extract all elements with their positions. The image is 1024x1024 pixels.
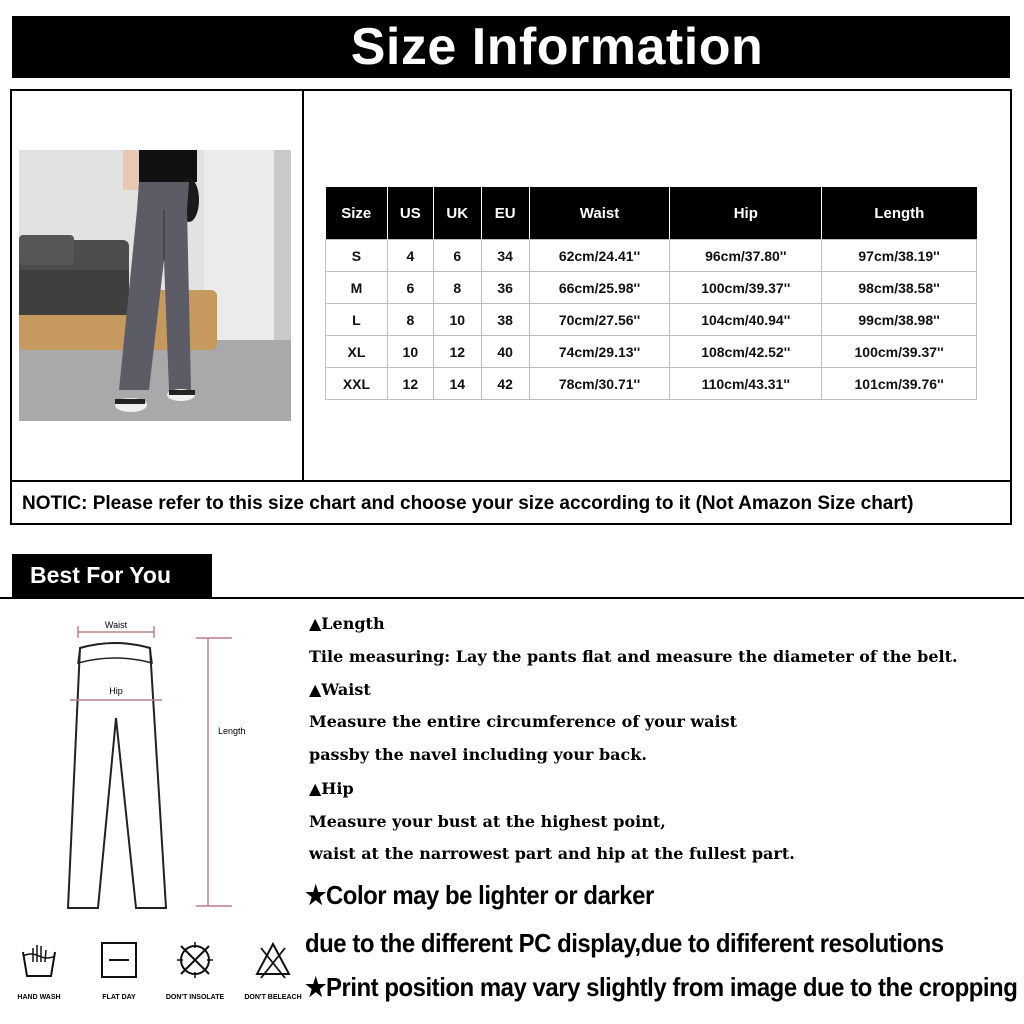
table-cell: 4: [387, 240, 433, 272]
waist-text-line1: Measure the entire circumference of your waist: [309, 712, 738, 731]
hand-wash-icon: [19, 940, 59, 980]
table-row: [326, 304, 977, 336]
table-cell: L: [326, 304, 388, 336]
frame-divider-vertical: [302, 89, 304, 482]
page-title: Size Information: [350, 18, 764, 76]
table-cell: 6: [387, 272, 433, 304]
table-cell: 97cm/38.19'': [822, 240, 977, 272]
table-cell: 6: [433, 240, 481, 272]
display-note: due to the different PC display,due to dififerent resolutions: [305, 928, 944, 958]
hip-text-line2: waist at the narrowest part and hip at the fullest part.: [309, 844, 795, 863]
table-cell: 98cm/38.58'': [822, 272, 977, 304]
waist-label: Waist: [104, 620, 128, 630]
table-row: [326, 272, 977, 304]
table-cell: 99cm/38.98'': [822, 304, 977, 336]
table-cell: 100cm/39.37'': [822, 336, 977, 368]
waist-text-line2: passby the navel including your back.: [309, 745, 647, 764]
dont-bleach-icon: [253, 940, 293, 980]
table-cell: 12: [387, 368, 433, 400]
table-cell: 12: [433, 336, 481, 368]
care-hand-wash: [4, 940, 74, 1001]
column-header: Size: [326, 187, 388, 240]
best-for-you-heading: Best For You: [12, 554, 212, 597]
length-text: Tile measuring: Lay the pants flat and measure the diameter of the belt.: [309, 647, 958, 666]
table-cell: 78cm/30.71'': [529, 368, 670, 400]
care-flat-dry: [84, 940, 154, 1001]
hip-text-line1: Measure your bust at the highest point,: [309, 812, 666, 831]
table-row: [326, 336, 977, 368]
size-table: [325, 187, 977, 400]
table-cell: 96cm/37.80'': [670, 240, 822, 272]
care-dont-insolate: [160, 940, 230, 1001]
table-cell: 70cm/27.56'': [529, 304, 670, 336]
hip-heading: ▲Hip: [309, 779, 354, 798]
pants-measurement-diagram: [40, 608, 270, 918]
column-header: Hip: [670, 187, 822, 240]
table-cell: S: [326, 240, 388, 272]
dont-insolate-icon: [175, 940, 215, 980]
table-cell: 42: [481, 368, 529, 400]
column-header: US: [387, 187, 433, 240]
table-cell: 14: [433, 368, 481, 400]
section-divider: [0, 597, 1024, 599]
table-cell: 8: [433, 272, 481, 304]
hip-label: Hip: [109, 686, 123, 696]
table-cell: 104cm/40.94'': [670, 304, 822, 336]
table-cell: 66cm/25.98'': [529, 272, 670, 304]
waist-heading: ▲Waist: [309, 680, 371, 699]
size-chart-notice: NOTIC: Please refer to this size chart and choose your size according to it (Not Amazon Size chart): [22, 493, 914, 514]
care-label: DON'T INSOLATE: [165, 994, 225, 1001]
length-label: Length: [218, 726, 246, 736]
table-cell: 40: [481, 336, 529, 368]
care-dont-bleach: [238, 940, 308, 1001]
color-note: ★Color may be lighter or darker: [305, 880, 654, 910]
table-cell: XXL: [326, 368, 388, 400]
table-row: [326, 240, 977, 272]
table-cell: 38: [481, 304, 529, 336]
table-cell: 10: [433, 304, 481, 336]
table-cell: 34: [481, 240, 529, 272]
table-cell: 110cm/43.31'': [670, 368, 822, 400]
table-cell: 100cm/39.37'': [670, 272, 822, 304]
column-header: UK: [433, 187, 481, 240]
table-header-row: [326, 187, 977, 240]
table-cell: 10: [387, 336, 433, 368]
care-label: HAND WASH: [17, 994, 61, 1001]
table-cell: 62cm/24.41'': [529, 240, 670, 272]
length-heading: ▲Length: [309, 614, 385, 633]
column-header: EU: [481, 187, 529, 240]
table-row: [326, 368, 977, 400]
table-cell: M: [326, 272, 388, 304]
column-header: Length: [822, 187, 977, 240]
column-header: Waist: [529, 187, 670, 240]
table-cell: 74cm/29.13'': [529, 336, 670, 368]
print-position-note: ★Print position may vary slightly from image due to the cropping: [305, 972, 1018, 1002]
table-cell: XL: [326, 336, 388, 368]
table-cell: 108cm/42.52'': [670, 336, 822, 368]
table-cell: 36: [481, 272, 529, 304]
table-cell: 8: [387, 304, 433, 336]
flat-dry-icon: [99, 940, 139, 980]
table-cell: 101cm/39.76'': [822, 368, 977, 400]
product-photo: [19, 150, 291, 421]
care-label: FLAT DAY: [102, 994, 136, 1001]
care-label: DON'T BELEACH: [244, 994, 302, 1001]
